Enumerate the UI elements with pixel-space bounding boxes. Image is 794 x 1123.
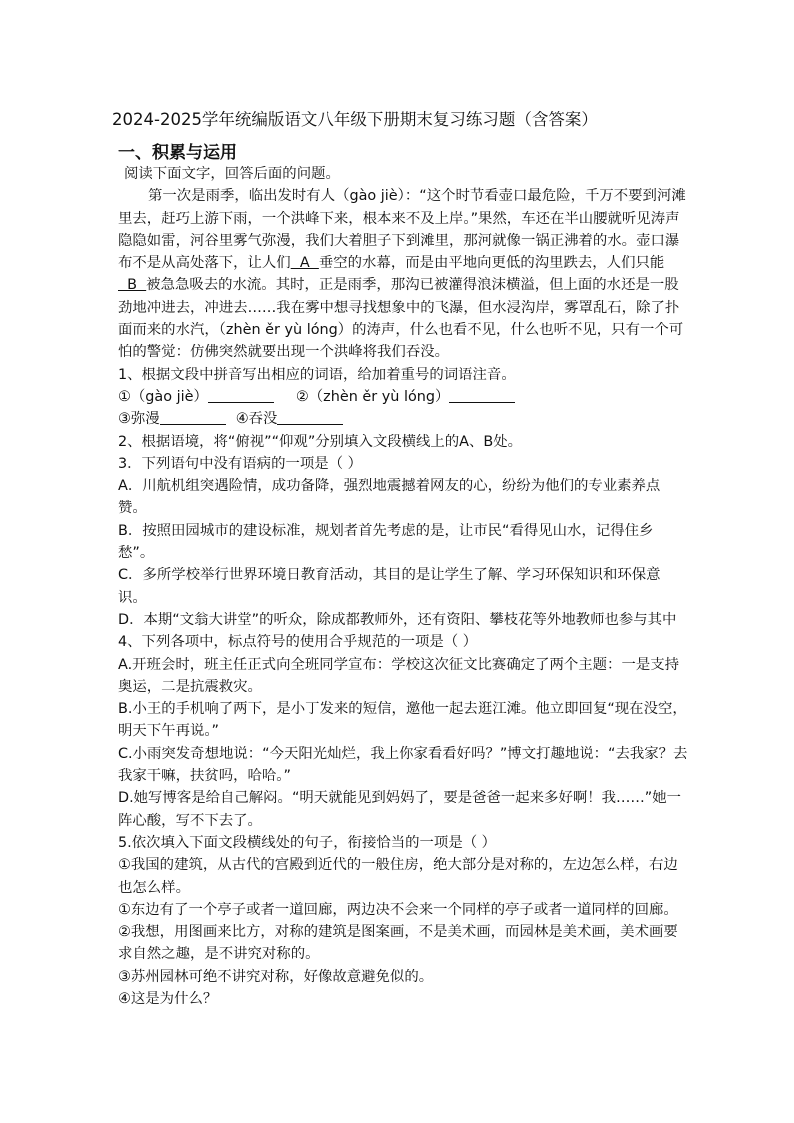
instruction-text: 阅读下面文字，回答后面的问题。 [124,166,340,182]
section-heading: 一、积累与运用 [118,143,237,163]
answer-blank [277,408,343,425]
answer-blank [208,386,274,403]
question-1-items-row-1 [118,386,688,408]
reading-passage [118,185,688,363]
question-1-stem: 1、根据文段中拼音写出相应的词语，给加着重号的词语注音。 [118,366,516,383]
blank-a: A [290,255,319,272]
question-4-stem: 4、下列各项中，标点符号的使用合乎规范的一项是（ ） [118,634,478,651]
passage-part-2: 垂空的水幕，而是由平地向更低的沟里跌去，人们只能 [318,255,665,272]
document-title: 2024-2025学年统编版语文八年级下册期末复习练习题（含答案） [112,110,598,129]
q1-item-c: ③弥漫 [118,411,160,428]
question-5-sentence-4: ③苏州园林可绝不讲究对称，好像故意避免似的。 [118,968,434,985]
answer-blank [160,408,226,425]
passage-part-1: 第一次是雨季，临出发时有人（gào jiè）：“这个时节看壶口最危险，千万不要到河滩里去，赶巧上游下雨，一个洪峰下来，根本来不及上岸。”果然，车还在半山腰就听见涛声隐隐如雷，河谷里雾气弥漫，我们大着胆子下到滩里，那河就像一锅正沸着的水。壶口瀑布不是从高处落下，让人们 [118,188,686,272]
blank-b: B [118,277,147,294]
question-4-option-a: A.开班会时，班主任正式向全班同学宣布：学校这次征文比赛确定了两个主题：一是支持奥运，二是抗震救灾。 [118,656,680,695]
document-body [118,163,688,1010]
question-4-option-c: C.小雨突发奇想地说：“今天阳光灿烂，我上你家看看好吗？”博文打趣地说：“去我家？去我家干嘛，扶贫吗，哈哈。” [118,745,688,785]
question-3-option-d: D．本期“文翁大讲堂”的听众，除成都教师外，还有资阳、攀枝花等外地教师也参与其中 [118,611,677,628]
passage-part-3: 被急急吸去的水流。其时，正是雨季，那沟已被灌得浪沫横溢，但上面的水还是一股劲地冲进去，冲进去……我在雾中想寻找想象中的飞瀑，但水浸沟岸，雾罩乱石，除了扑面而来的水汽，（zhèn ěr yù lóng）的涛声，什么也看不见，什么也听不见，只有一个可怕的警觉：仿佛突然就要出现一个洪峰将我们吞没。 [118,277,684,361]
question-4-option-b: B.小王的手机响了两下，是小丁发来的短信，邀他一起去逛江滩。他立即回复“现在没空，明天下午再说。” [118,701,687,740]
question-5-sentence-5: ④这是为什么？ [118,990,218,1007]
question-3-option-b: B．按照田园城市的建设标准，规划者首先考虑的是，让市民“看得见山水，记得住乡愁”。 [118,522,654,562]
answer-blank [449,386,515,403]
question-4-option-d: D.她写博客是给自己解闷。“明天就能见到妈妈了，要是爸爸一起来多好啊！我……”她一阵心酸，写不下去了。 [118,790,682,829]
question-2-stem: 2、根据语境，将“俯视”“仰观”分别填入文段横线上的A、B处。 [118,433,523,450]
question-3-option-c: C．多所学校举行世界环境日教育活动，其目的是让学生了解、学习环保知识和环保意识。 [118,567,661,606]
q1-item-d: ④吞没 [235,411,278,428]
question-5-sentence-3: ②我想，用图画来比方，对称的建筑是图案画，不是美术画，而园林是美术画，美术画要求自然之趣，是不讲究对称的。 [118,924,678,963]
question-3-option-a: A．川航机组突遇险情，成功备降，强烈地震撼着网友的心，纷纷为他们的专业素养点赞。 [118,478,661,517]
question-5-stem: 5.依次填入下面文段横线处的句子，衔接恰当的一项是（ ） [118,834,497,851]
question-1-items-row-2 [118,408,688,430]
q1-item-a: ①（gào jiè） [118,388,208,405]
q1-item-b: ②（zhèn ěr yù lóng） [295,388,450,405]
question-5-sentence-1: ①我国的建筑，从古代的宫殿到近代的一般住房，绝大部分是对称的，左边怎么样，右边也怎么样。 [118,857,678,896]
question-5-sentence-2: ①东边有了一个亭子或者一道回廊，两边决不会来一个同样的亭子或者一道同样的回廊。 [118,901,678,918]
question-3-stem: 3．下列语句中没有语病的一项是（ ） [118,455,362,472]
